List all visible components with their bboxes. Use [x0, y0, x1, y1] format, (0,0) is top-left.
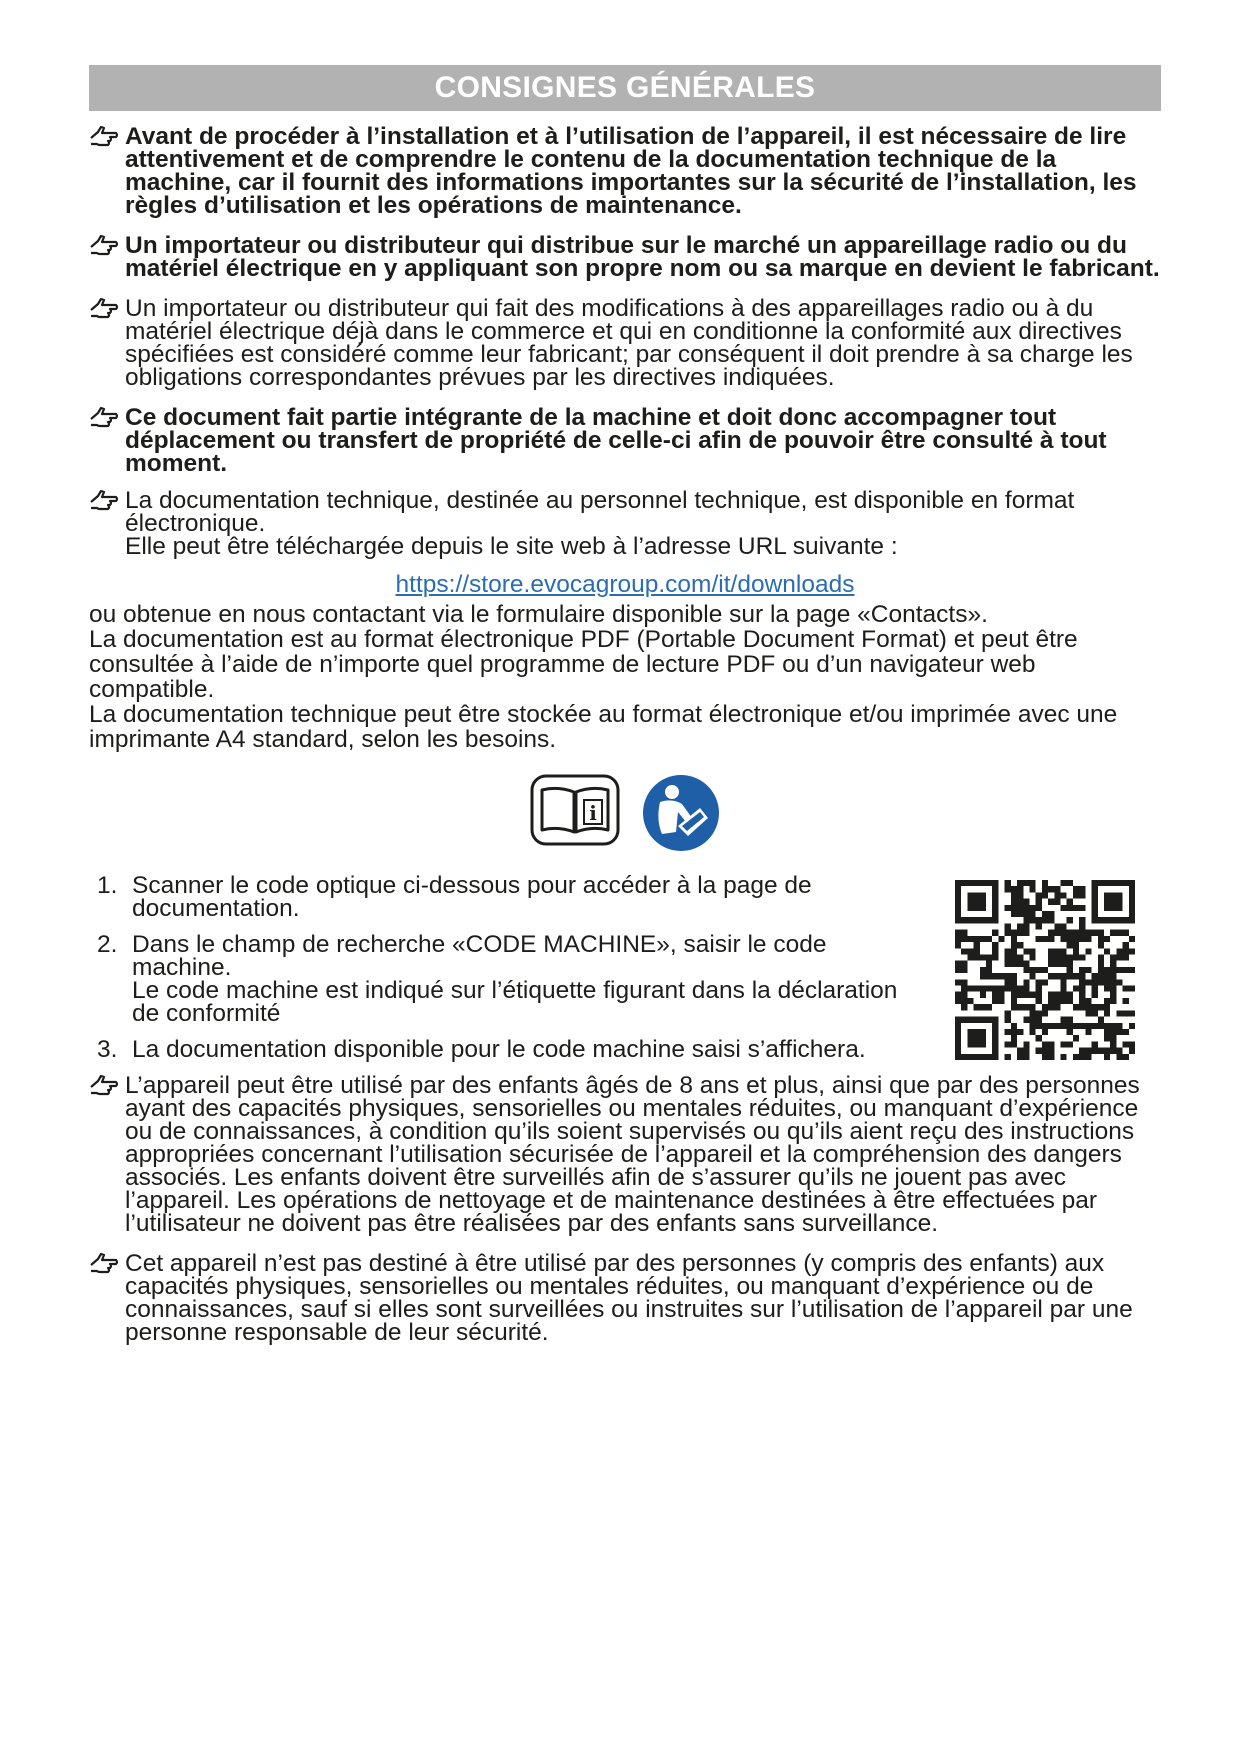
download-url-line — [89, 572, 1161, 598]
note-read-documentation: Avant de procéder à l’installation et à l’utilisation de l’appareil, il est nécessaire de lire attentivement et de comprendre le contenu de la documentation technique de la machine, car il fournit des informations importantes sur la sécurité de l’installation, les règles d’utilisation et les opérations de maintenance. — [89, 125, 1161, 217]
docs-contact-text: ou obtenue en nous contactant via le formulaire disponible sur la page «Contacts». — [89, 601, 988, 628]
pointing-hand-icon — [89, 407, 119, 431]
pointing-hand-icon — [89, 1253, 119, 1277]
pointing-hand-icon — [89, 235, 119, 259]
step-item: 3. La documentation disponible pour le code machine saisi s’affichera. — [97, 1036, 866, 1063]
svg-text:i: i — [589, 801, 597, 825]
step-item: 1. Scanner le code optique ci-dessous pour accéder à la page de documentation. — [97, 872, 812, 922]
step-item: 2. Dans le champ de recherche «CODE MACHINE», saisir le code machine. Le code machine est indiqué sur l’étiquette figurant dans la déclaration de conformité — [97, 931, 898, 1027]
note-importer-manufacturer: Un importateur ou distributeur qui distribue sur le marché un appareillage radio ou du matériel électrique en y appliquant son propre nom ou sa marque en devient le fabricant. — [89, 234, 1161, 280]
download-url-link[interactable]: https://store.evocagroup.com/it/downloads — [395, 571, 855, 598]
read-manual-icon — [642, 774, 720, 852]
note-modifications: Un importateur ou distributeur qui fait des modifications à des appareillages radio ou à du matériel électrique déjà dans le commerce et qui en conditionne la conformité aux directives spécifiées est considéré comme leur fabricant; par conséquent il doit prendre à sa charge les obligations correspondantes prévues par les directives indiquées. — [89, 297, 1161, 389]
pointing-hand-icon — [89, 490, 119, 514]
qr-steps-section — [89, 874, 1161, 1061]
section-title: CONSIGNES GÉNÉRALES — [434, 71, 816, 104]
page — [89, 65, 1161, 1344]
pointing-hand-icon — [89, 298, 119, 322]
manual-icons — [89, 774, 1161, 852]
note-integral-part: Ce document fait partie intégrante de la machine et doit donc accompagner tout déplacement ou transfert de propriété de celle-ci afin de pouvoir être consulté à tout moment. — [89, 406, 1161, 475]
note-reduced-capacities: Cet appareil n’est pas destiné à être utilisé par des personnes (y compris des enfants) aux capacités physiques, sensorielles ou mentales réduites, ou manquant d’expérience ou de connaissances, sauf si elles sont surveillées ou instruites sur l’utilisation de l’appareil par une personne responsable de leur sécurité. — [89, 1252, 1161, 1344]
note-children-usage: L’appareil peut être utilisé par des enfants âgés de 8 ans et plus, ainsi que par des personnes ayant des capacités physiques, sensorielles ou mentales réduites, ou manquant d’expérience ou de connaissances, à condition qu’ils soient supervisés ou qu’ils aient reçu des instructions appropriées concernant l’utilisation sécurisée de l’appareil et la compréhension des dangers associés. Les enfants doivent être surveillés afin de s’assurer qu’ils ne jouent pas avec l’appareil. Les opérations de nettoyage et de maintenance destinées à être effectuées par l’utilisateur ne doivent pas être réalisées par des enfants sans surveillance. — [89, 1074, 1161, 1235]
note-technical-documentation: La documentation technique, destinée au personnel technique, est disponible en format électronique. Elle peut être téléchargée depuis le site web à l’adresse URL suivante : — [89, 489, 1161, 558]
docs-storage-text: La documentation technique peut être stockée au format électronique et/ou imprimée avec une imprimante A4 standard, selon les besoins. — [89, 701, 1118, 753]
pointing-hand-icon — [89, 126, 119, 150]
manual-info-icon — [530, 774, 620, 846]
docs-format-text: La documentation est au format électronique PDF (Portable Document Format) et peut être consultée à l’aide de n’importe quel programme de lecture PDF ou d’un navigateur web compatible. — [89, 626, 1078, 703]
pointing-hand-icon — [89, 1075, 119, 1099]
qr-code-icon[interactable] — [955, 880, 1135, 1060]
section-header — [89, 65, 1161, 111]
steps-list — [89, 874, 909, 1061]
